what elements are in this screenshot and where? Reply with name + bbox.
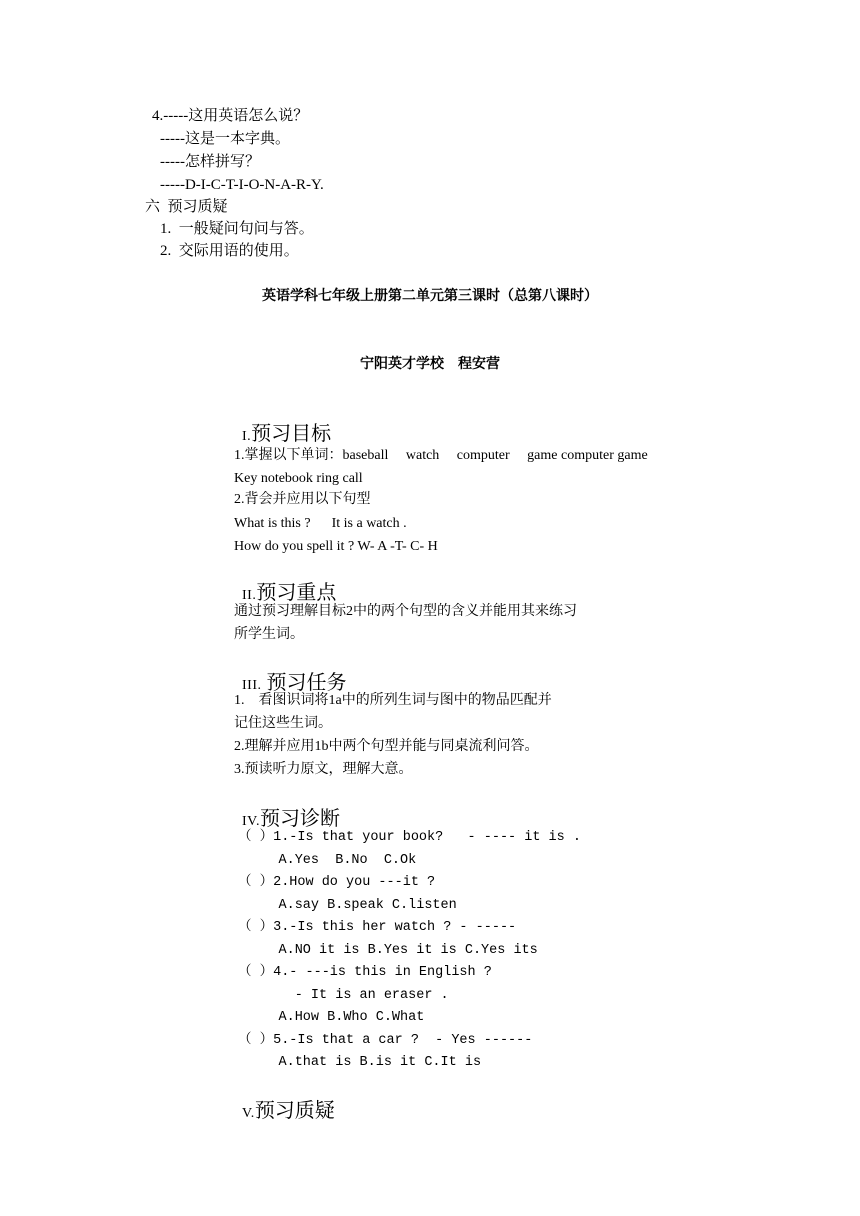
lesson-title: 英语学科七年级上册第二单元第三课时（总第八课时） bbox=[262, 289, 598, 304]
s3-line-4: 3.预读听力原文，理解大意。 bbox=[234, 762, 413, 777]
quiz-options-2: A.say B.speak C.listen bbox=[238, 898, 457, 913]
section-5-title: 预习质疑 bbox=[254, 1100, 335, 1122]
s3-line-2: 记住这些生词。 bbox=[234, 716, 332, 731]
quiz-options-3: A.NO it is B.Yes it is C.Yes its bbox=[238, 943, 538, 958]
quiz-question-3: （ ）3.-Is this her watch ? - ----- bbox=[238, 920, 517, 935]
dialogue-line-3: -----怎样拼写？ bbox=[160, 154, 260, 170]
quiz-question-1: （ ）1.-Is that your book? - ---- it is . bbox=[238, 830, 581, 845]
s1-line-3: 2.背会并应用以下句型 bbox=[234, 492, 371, 507]
section-3-title: 预习任务 bbox=[261, 672, 347, 694]
s1-line-2: Key notebook ring call bbox=[234, 471, 363, 486]
s2-line-2: 所学生词。 bbox=[234, 627, 304, 642]
section-4-number: IV. bbox=[242, 814, 260, 829]
s2-line-1: 通过预习理解目标2中的两个句型的含义并能用其来练习 bbox=[234, 604, 577, 619]
quiz-options-5: A.that is B.is it C.It is bbox=[238, 1055, 482, 1070]
s1-line-5: How do you spell it ? W- A -T- C- H bbox=[234, 539, 438, 554]
dialogue-line-2: -----这是一本字典。 bbox=[160, 131, 290, 147]
dialogue-line-1: 4.-----这用英语怎么说？ bbox=[152, 108, 309, 124]
quiz-question-4-line-2: - It is an eraser . bbox=[238, 988, 449, 1003]
s3-line-3: 2.理解并应用1b中两个句型并能与同桌流利问答。 bbox=[234, 739, 539, 754]
section6-item-1: 1. 一般疑问句问与答。 bbox=[160, 221, 314, 237]
author-line: 宁阳英才学校 程安营 bbox=[360, 357, 500, 372]
s1-line-4: What is this ? It is a watch . bbox=[234, 516, 407, 531]
section-2-heading bbox=[234, 567, 336, 603]
section-5-heading bbox=[234, 1085, 335, 1121]
quiz-question-2: （ ）2.How do you ---it ? bbox=[238, 875, 436, 890]
dialogue-line-4: -----D-I-C-T-I-O-N-A-R-Y. bbox=[160, 177, 324, 193]
s3-line-1: 1. 看图识词将1a中的所列生词与图中的物品匹配并 bbox=[234, 693, 552, 708]
quiz-options-4: A.How B.Who C.What bbox=[238, 1010, 425, 1025]
section-5-number: V. bbox=[242, 1106, 255, 1121]
section-1-title: 预习目标 bbox=[251, 423, 332, 445]
section-1-heading bbox=[234, 408, 331, 444]
section-3-heading bbox=[234, 657, 347, 693]
section-2-number: II. bbox=[242, 588, 257, 603]
section-4-heading bbox=[234, 793, 340, 829]
section-1-number: I. bbox=[242, 429, 252, 444]
section6-item-2: 2. 交际用语的使用。 bbox=[160, 243, 299, 259]
s1-line-1: 1.掌握以下单词：baseball watch computer game computer game bbox=[234, 448, 648, 463]
section6-title: 六 预习质疑 bbox=[145, 199, 228, 215]
section-2-title: 预习重点 bbox=[256, 582, 337, 604]
section-4-title: 预习诊断 bbox=[259, 808, 340, 830]
quiz-options-1: A.Yes B.No C.Ok bbox=[238, 853, 417, 868]
section-3-number: III. bbox=[242, 678, 262, 693]
quiz-question-5: （ ）5.-Is that a car ? - Yes ------ bbox=[238, 1033, 533, 1048]
quiz-question-4: （ ）4.- ---is this in English ? bbox=[238, 965, 492, 980]
